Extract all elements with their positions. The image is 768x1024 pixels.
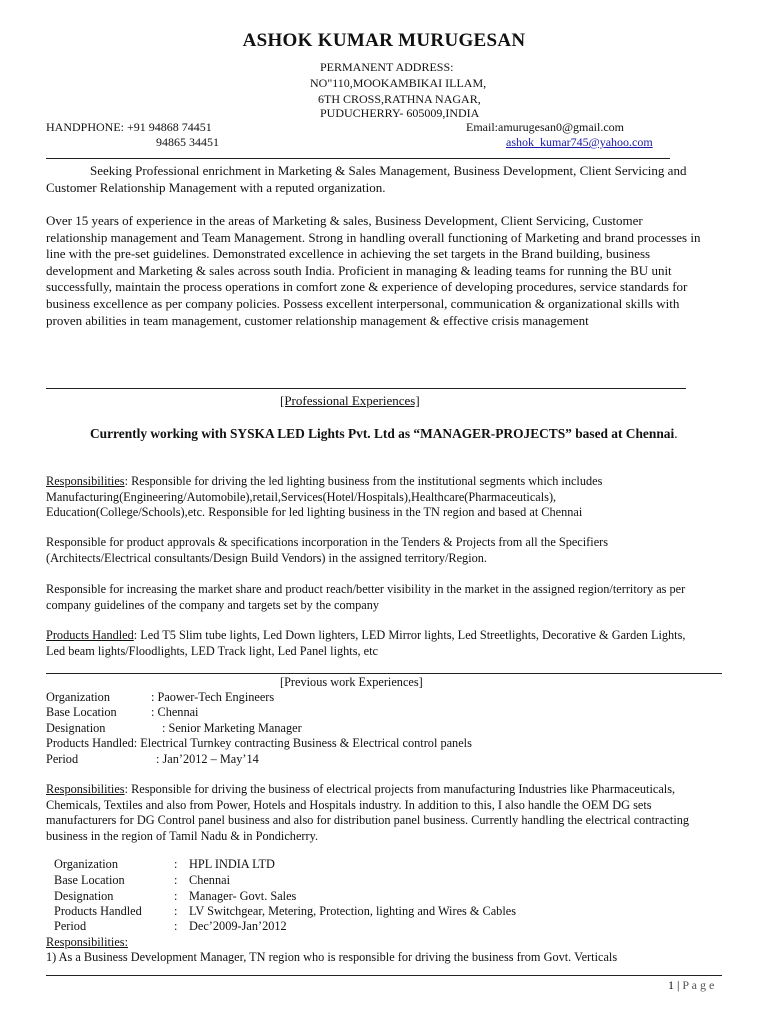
candidate-name: ASHOK KUMAR MURUGESAN [242, 30, 526, 51]
header-divider [46, 158, 670, 159]
current-responsibility-2: Responsible for product approvals & specifications incorporation in the Tenders & Projects from all the Specifiers (Architects/Electrical consultants/Design Build Vendors) in the assigned territory/Region. [46, 535, 609, 565]
job2-location: Base Location : Chennai [54, 873, 230, 887]
job2-period: Period : Dec’2009-Jan’2012 [54, 919, 287, 933]
current-responsibilities: Responsibilities: Responsible for driving the led lighting business from the institutional segments which includes Manufacturing(Engineering/Automobile),retail,Services(Hotel/Hospitals),Healthcare(Pharmaceuticals), Education(College/Schools),etc. Responsible for led lighting business in the TN region and based at Chennai [46, 474, 603, 519]
products-label: Products Handled [46, 628, 134, 642]
job2-responsibilities-label: Responsibilities: [46, 935, 128, 949]
job1-responsibilities: Responsibilities: Responsible for driving the business of electrical projects from manufacturing Industries like Pharmaceuticals, Chemicals, Textiles and also from Power, Hotels and Hospitals industry. In addition to this, I also handle the OEM DG sets manufacturers for DG Control panel business and also for distribution panel business. Currently handling the electrical contracting business in the region of Tamil Nadu & in Pondicherry. [46, 782, 690, 843]
handphone-2: 94865 34451 [156, 135, 219, 149]
job1-designation: Designation : Senior Marketing Manager [46, 721, 302, 735]
job1-organization: Organization : Paower-Tech Engineers [46, 690, 275, 704]
job1-responsibilities-label: Responsibilities [46, 782, 125, 796]
address-line-1: NO"110,MOOKAMBIKAI ILLAM, [310, 76, 487, 90]
previous-heading: [Previous work Experiences] [280, 675, 423, 689]
objective-text: Seeking Professional enrichment in Marketing & Sales Management, Business Development, Client Servicing and Customer Relationship Management with a reputed organization. [46, 163, 687, 195]
job1-period: Period : Jan’2012 – May’14 [46, 752, 259, 766]
email-secondary-link[interactable]: ashok_kumar745@yahoo.com [506, 135, 653, 149]
job1-location: Base Location : Chennai [46, 705, 199, 719]
previous-divider [46, 673, 722, 674]
address-line-2: 6TH CROSS,RATHNA NAGAR, [318, 92, 481, 106]
section-divider [46, 388, 686, 389]
professional-heading: [Professional Experiences] [280, 393, 420, 408]
current-responsibility-3: Responsible for increasing the market share and product reach/better visibility in the market in the assigned region/territory as per company guidelines of the company and targets set by the company [46, 582, 686, 612]
products-handled: Products Handled: Led T5 Slim tube lights, Led Down lighters, LED Mirror lights, Led Streetlights, Decorative & Garden Lights, Led beam lights/Floodlights, LED Track light, Led Panel lights, etc [46, 628, 686, 658]
job2-organization: Organization : HPL INDIA LTD [54, 857, 275, 871]
responsibilities-label: Responsibilities [46, 474, 125, 488]
address-line-3: PUDUCHERRY- 605009,INDIA [320, 106, 480, 120]
job1-products: Products Handled: Electrical Turnkey contracting Business & Electrical control panels [46, 736, 472, 750]
job2-products: Products Handled : LV Switchgear, Metering, Protection, lighting and Wires & Cables [54, 904, 516, 918]
current-position: Currently working with SYSKA LED Lights Pvt. Ltd as “MANAGER-PROJECTS” based at Chennai. [90, 426, 678, 441]
page-number: 1 | P a g e [668, 978, 715, 992]
email-primary[interactable]: Email:amurugesan0@gmail.com [466, 120, 625, 134]
footer-divider [46, 975, 722, 976]
handphone: HANDPHONE: +91 94868 74451 [46, 120, 212, 134]
job2-responsibility-1: 1) As a Business Development Manager, TN region who is responsible for driving the business from Govt. Verticals [46, 950, 618, 964]
job2-designation: Designation : Manager- Govt. Sales [54, 889, 297, 903]
address-label: PERMANENT ADDRESS: [320, 60, 454, 74]
summary-text: Over 15 years of experience in the areas of Marketing & sales, Business Development, Client Servicing, Customer relationship management and Team Management. Strong in handling overall functioning of Marketing and brand processes in line with the pre-set guidelines. Demonstrated excellence in achieving the set targets in the Brand building, business development and Marketing & sales across south India. Proficient in managing & leading teams for running the BU unit successfully, maintain the process operations in comfort zone & experience of developing procedures, service standards for business excellence as per company policies. Possess excellent interpersonal, communication & organizational skills with proven abilities in team management, customer relationship management & effective crisis management [46, 213, 701, 328]
